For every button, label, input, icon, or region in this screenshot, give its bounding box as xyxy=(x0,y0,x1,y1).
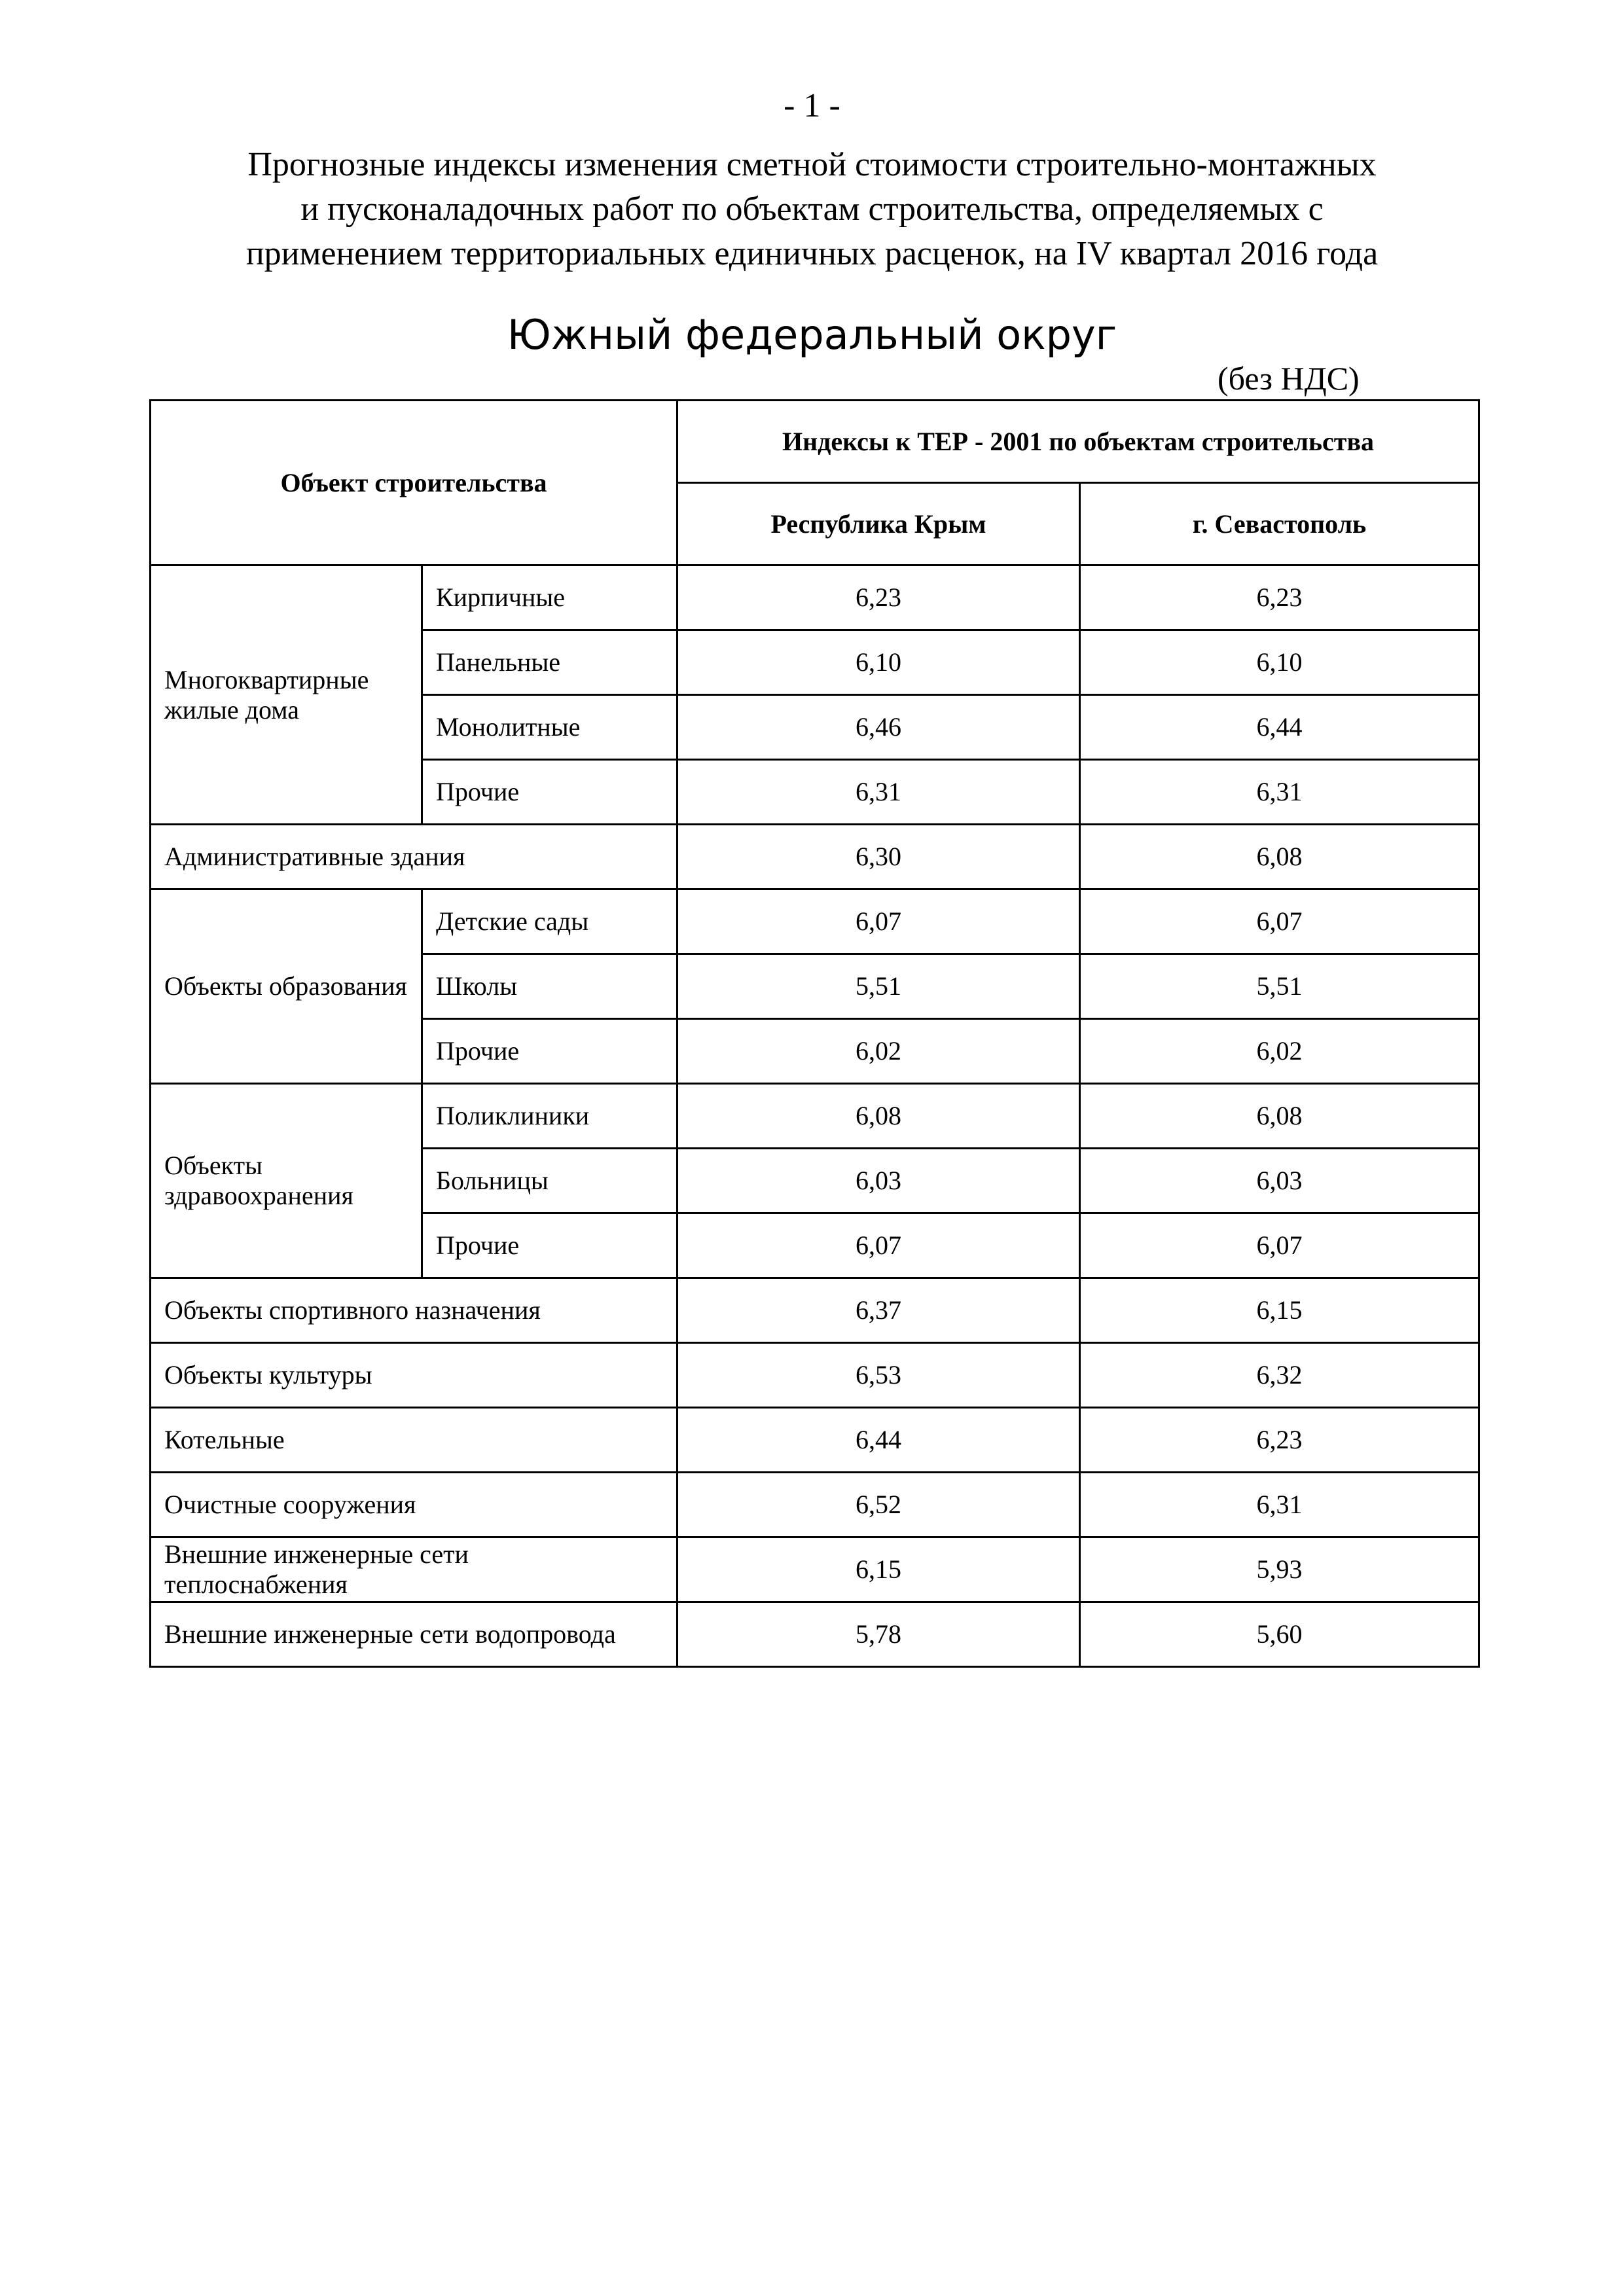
sub-label: Школы xyxy=(422,954,677,1019)
value-crimea: 6,46 xyxy=(677,695,1080,760)
value-sevastopol: 6,31 xyxy=(1080,1473,1479,1537)
value-crimea: 6,31 xyxy=(677,760,1080,825)
value-sevastopol: 6,31 xyxy=(1080,760,1479,825)
value-crimea: 5,51 xyxy=(677,954,1080,1019)
group-label: Объекты образования xyxy=(151,889,422,1084)
table-row xyxy=(151,1537,1479,1602)
value-sevastopol: 6,07 xyxy=(1080,889,1479,954)
table-row xyxy=(151,565,1479,630)
value-sevastopol: 6,03 xyxy=(1080,1149,1479,1213)
value-crimea: 6,30 xyxy=(677,825,1080,889)
column-header-crimea: Республика Крым xyxy=(677,483,1080,565)
value-sevastopol: 5,93 xyxy=(1080,1537,1479,1602)
table-row xyxy=(151,1408,1479,1473)
vat-note: (без НДС) xyxy=(1218,360,1360,397)
group-label: Административные здания xyxy=(151,825,677,889)
table-row xyxy=(151,1278,1479,1343)
table-row xyxy=(151,1473,1479,1537)
group-label: Внешние инженерные сети теплоснабжения xyxy=(151,1537,677,1602)
column-header-sevastopol: г. Севастополь xyxy=(1080,483,1479,565)
header-object: Объект строительства xyxy=(151,401,677,565)
group-label: Объекты здравоохранения xyxy=(151,1084,422,1278)
group-label: Многоквартирные жилые дома xyxy=(151,565,422,825)
table-row xyxy=(151,1602,1479,1667)
sub-label: Панельные xyxy=(422,630,677,695)
sub-label: Прочие xyxy=(422,1019,677,1084)
value-crimea: 5,78 xyxy=(677,1602,1080,1667)
sub-label: Детские сады xyxy=(422,889,677,954)
value-sevastopol: 6,08 xyxy=(1080,825,1479,889)
document-title xyxy=(131,143,1493,276)
value-crimea: 6,53 xyxy=(677,1343,1080,1408)
value-sevastopol: 6,10 xyxy=(1080,630,1479,695)
table-row xyxy=(151,889,1479,954)
title-line: и пусконаладочных работ по объектам строительства, определяемых с xyxy=(300,190,1324,228)
group-label: Очистные сооружения xyxy=(151,1473,677,1537)
value-sevastopol: 6,32 xyxy=(1080,1343,1479,1408)
value-crimea: 6,02 xyxy=(677,1019,1080,1084)
sub-label: Кирпичные xyxy=(422,565,677,630)
value-crimea: 6,37 xyxy=(677,1278,1080,1343)
group-label: Внешние инженерные сети водопровода xyxy=(151,1602,677,1667)
group-label: Объекты спортивного назначения xyxy=(151,1278,677,1343)
sub-label: Монолитные xyxy=(422,695,677,760)
value-crimea: 6,10 xyxy=(677,630,1080,695)
value-crimea: 6,07 xyxy=(677,1213,1080,1278)
value-crimea: 6,07 xyxy=(677,889,1080,954)
sub-label: Прочие xyxy=(422,1213,677,1278)
value-crimea: 6,08 xyxy=(677,1084,1080,1149)
value-crimea: 6,44 xyxy=(677,1408,1080,1473)
title-line: применением территориальных единичных расценок, на IV квартал 2016 года xyxy=(245,235,1379,272)
table-row xyxy=(151,1343,1479,1408)
page-number: - 1 - xyxy=(784,87,840,124)
value-sevastopol: 6,15 xyxy=(1080,1278,1479,1343)
value-sevastopol: 6,08 xyxy=(1080,1084,1479,1149)
sub-label: Прочие xyxy=(422,760,677,825)
title-line: Прогнозные индексы изменения сметной стоимости строительно-монтажных xyxy=(247,146,1377,183)
value-sevastopol: 6,44 xyxy=(1080,695,1479,760)
sub-label: Поликлиники xyxy=(422,1084,677,1149)
value-sevastopol: 6,02 xyxy=(1080,1019,1479,1084)
region-title: Южный федеральный округ xyxy=(507,311,1117,359)
value-sevastopol: 6,23 xyxy=(1080,1408,1479,1473)
sub-label: Больницы xyxy=(422,1149,677,1213)
value-crimea: 6,15 xyxy=(677,1537,1080,1602)
value-sevastopol: 6,23 xyxy=(1080,565,1479,630)
value-sevastopol: 6,07 xyxy=(1080,1213,1479,1278)
table-row xyxy=(151,1084,1479,1149)
index-table xyxy=(149,399,1480,1668)
value-sevastopol: 5,51 xyxy=(1080,954,1479,1019)
value-crimea: 6,52 xyxy=(677,1473,1080,1537)
value-sevastopol: 5,60 xyxy=(1080,1602,1479,1667)
group-label: Котельные xyxy=(151,1408,677,1473)
value-crimea: 6,03 xyxy=(677,1149,1080,1213)
group-label: Объекты культуры xyxy=(151,1343,677,1408)
value-crimea: 6,23 xyxy=(677,565,1080,630)
header-indices: Индексы к ТЕР - 2001 по объектам строительства xyxy=(677,401,1479,483)
table-row xyxy=(151,825,1479,889)
